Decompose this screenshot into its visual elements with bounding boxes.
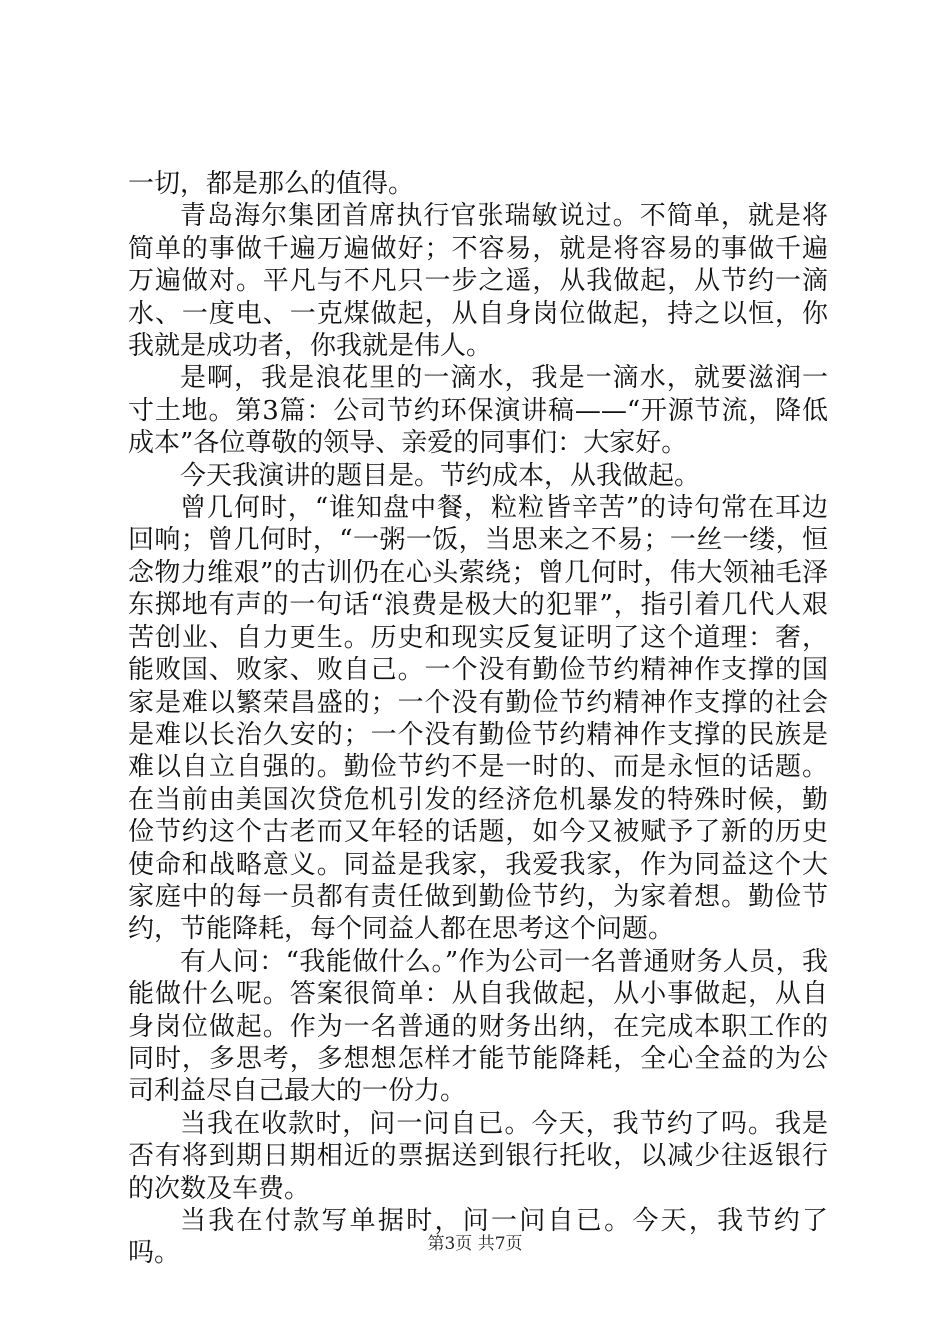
paragraph-1: 一切，都是那么的值得。	[128, 169, 415, 199]
paragraph-5: 曾几何时，“谁知盘中餐，粒粒皆辛苦”的诗句常在耳边回响；曾几何时，“一粥一饭，当思来之不易；一丝一缕，恒念物力维艰”的古训仍在心头萦绕；曾几何时，伟大领袖毛泽东掷地有声的一句话“浪费是极大的犯罪”，指引着几代人艰苦创业、自力更生。历史和现实反复证明了这个道理：奢，能败国、败家、败自己。一个没有勤俭节约精神作支撑的国家是难以繁荣昌盛的；一个没有勤俭节约精神作支撑的社会是难以长治久安的；一个没有勤俭节约精神作支撑的民族是难以自立自强的。勤俭节约不是一时的、而是永恒的话题。在当前由美国次贷危机引发的经济危机暴发的特殊时候，勤俭节约这个古老而又年轻的话题，如今又被赋予了新的历史使命和战略意义。同益是我家，我爱我家，作为同益这个大家庭中的每一员都有责任做到勤俭节约，为家着想。勤俭节约，节能降耗，每个同益人都在思考这个问题。	[128, 493, 828, 945]
paragraph-6: 有人问：“我能做什么。”作为公司一名普通财务人员，我能做什么呢。答案很简单：从自我做起，从小事做起，从自身岗位做起。作为一名普通的财务出纳，在完成本职工作的同时，多思考，多想想怎样才能节能降耗，全心全益的为公司利益尽自己最大的一份力。	[128, 946, 828, 1107]
page-number-label: 第3页 共7页	[427, 1234, 523, 1254]
document-body	[128, 168, 828, 1270]
paragraph-2: 青岛海尔集团首席执行官张瑞敏说过。不简单，就是将简单的事做千遍万遍做好；不容易，就是将容易的事做千遍万遍做对。平凡与不凡只一步之遥，从我做起，从节约一滴水、一度电、一克煤做起，从自身岗位做起，持之以恒，你我就是成功者，你我就是伟人。	[128, 201, 828, 362]
paragraph-8: 当我在付款写单据时，问一问自已。今天，我节约了吗。	[128, 1206, 828, 1269]
paragraph-3: 是啊，我是浪花里的一滴水，我是一滴水，就要滋润一寸土地。第3篇：公司节约环保演讲稿——“开源节流，降低成本”各位尊敬的领导、亲爱的同事们：大家好。	[128, 363, 828, 459]
paragraph-4: 今天我演讲的题目是。节约成本，从我做起。	[180, 460, 701, 491]
page-footer	[0, 1229, 950, 1254]
paragraph-7: 当我在收款时，问一问自已。今天，我节约了吗。我是否有将到期日期相近的票据送到银行托收，以减少往返银行的次数及车费。	[128, 1108, 828, 1204]
